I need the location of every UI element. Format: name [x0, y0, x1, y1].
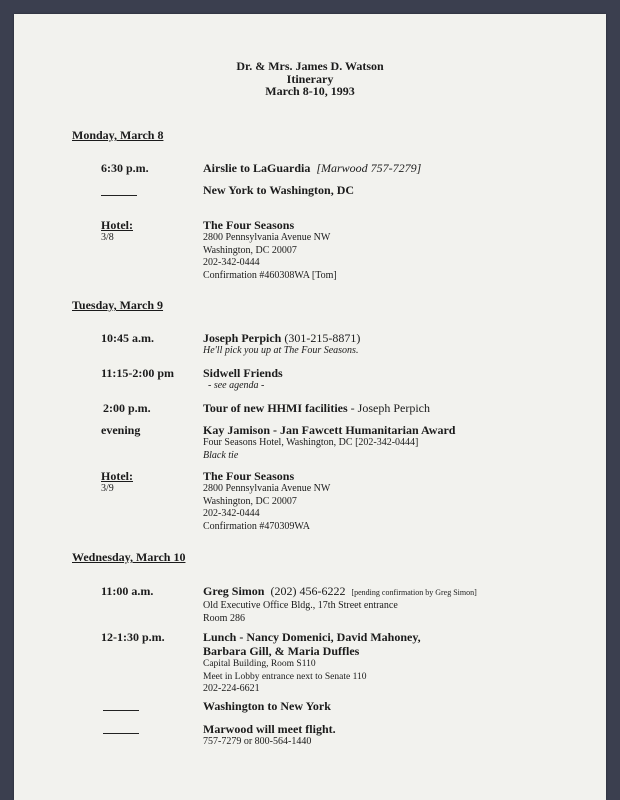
hotel-confirmation: Confirmation #470309WA [203, 520, 310, 532]
document-header [14, 60, 606, 98]
event-title: Kay Jamison - Jan Fawcett Humanitarian Award [203, 423, 456, 437]
event-time: 11:00 a.m. [101, 584, 154, 598]
hotel-date: 3/8 [101, 232, 114, 243]
event-location: Four Seasons Hotel, Washington, DC [202-342-0444] [203, 437, 419, 448]
event-location: Capital Building, Room S110 [203, 659, 316, 669]
hotel-label: Hotel: [101, 218, 133, 232]
event-title: Washington to New York [203, 699, 331, 713]
hotel-date: 3/9 [101, 483, 114, 494]
event-time: 12-1:30 p.m. [101, 630, 165, 644]
hotel-address-1: 2800 Pennsylvania Avenue NW [203, 232, 331, 243]
event-note: - Joseph Perpich [350, 401, 430, 415]
event-title: New York to Washington, DC [203, 183, 355, 197]
event-phone: 757-7279 or 800-564-1440 [203, 736, 312, 747]
event-time: 2:00 p.m. [103, 401, 151, 415]
event-note: He'll pick you up at The Four Seasons. [203, 345, 359, 356]
blank-time-line [101, 195, 137, 196]
blank-time-line [103, 710, 139, 711]
event-title: Tour of new HHMI facilities [203, 401, 348, 415]
hotel-name: The Four Seasons [203, 469, 295, 483]
header-dates: March 8-10, 1993 [265, 84, 355, 98]
event-title-line-1: Lunch - Nancy Domenici, David Mahoney, [203, 630, 421, 644]
hotel-address-2: Washington, DC 20007 [203, 495, 297, 507]
day-heading-tuesday: Tuesday, March 9 [72, 298, 164, 312]
event-title: Marwood will meet flight. [203, 722, 336, 736]
event-title: Greg Simon [203, 584, 265, 598]
event-directions: Meet in Lobby entrance next to Senate 110 [203, 671, 367, 682]
event-time: 6:30 p.m. [101, 161, 149, 175]
event-room: Room 286 [203, 612, 245, 624]
event-phone: (301-215-8871) [284, 331, 361, 345]
hotel-address-2: Washington, DC 20007 [203, 244, 297, 256]
event-time: evening [101, 423, 141, 437]
event-note: [Marwood 757-7279] [316, 161, 422, 175]
event-location: Old Executive Office Bldg., 17th Street entrance [203, 600, 398, 611]
hotel-label: Hotel: [101, 469, 133, 483]
event-title-line-2: Barbara Gill, & Maria Duffles [203, 644, 360, 658]
hotel-address-1: 2800 Pennsylvania Avenue NW [203, 483, 331, 494]
event-dress-code: Black tie [203, 449, 239, 461]
day-heading-monday: Monday, March 8 [72, 128, 164, 142]
event-title: Airslie to LaGuardia [203, 161, 311, 175]
hotel-name: The Four Seasons [203, 218, 295, 232]
header-names: Dr. & Mrs. James D. Watson [236, 59, 384, 73]
hotel-confirmation: Confirmation #460308WA [Tom] [203, 269, 337, 281]
day-heading-wednesday: Wednesday, March 10 [72, 550, 186, 564]
hotel-phone: 202-342-0444 [203, 257, 260, 268]
event-note: - see agenda - [208, 380, 265, 391]
event-time: 11:15-2:00 pm [101, 366, 174, 380]
event-phone: (202) 456-6222 [270, 584, 346, 598]
hotel-phone: 202-342-0444 [203, 508, 260, 519]
header-itinerary: Itinerary [286, 71, 334, 86]
event-note: [pending confirmation by Greg Simon] [351, 588, 477, 597]
event-time: 10:45 a.m. [101, 331, 154, 345]
blank-time-line [103, 733, 139, 734]
event-phone: 202-224-6621 [203, 683, 260, 694]
document-page [14, 14, 606, 800]
event-title: Sidwell Friends [203, 366, 283, 380]
event-title: Joseph Perpich [203, 331, 282, 345]
